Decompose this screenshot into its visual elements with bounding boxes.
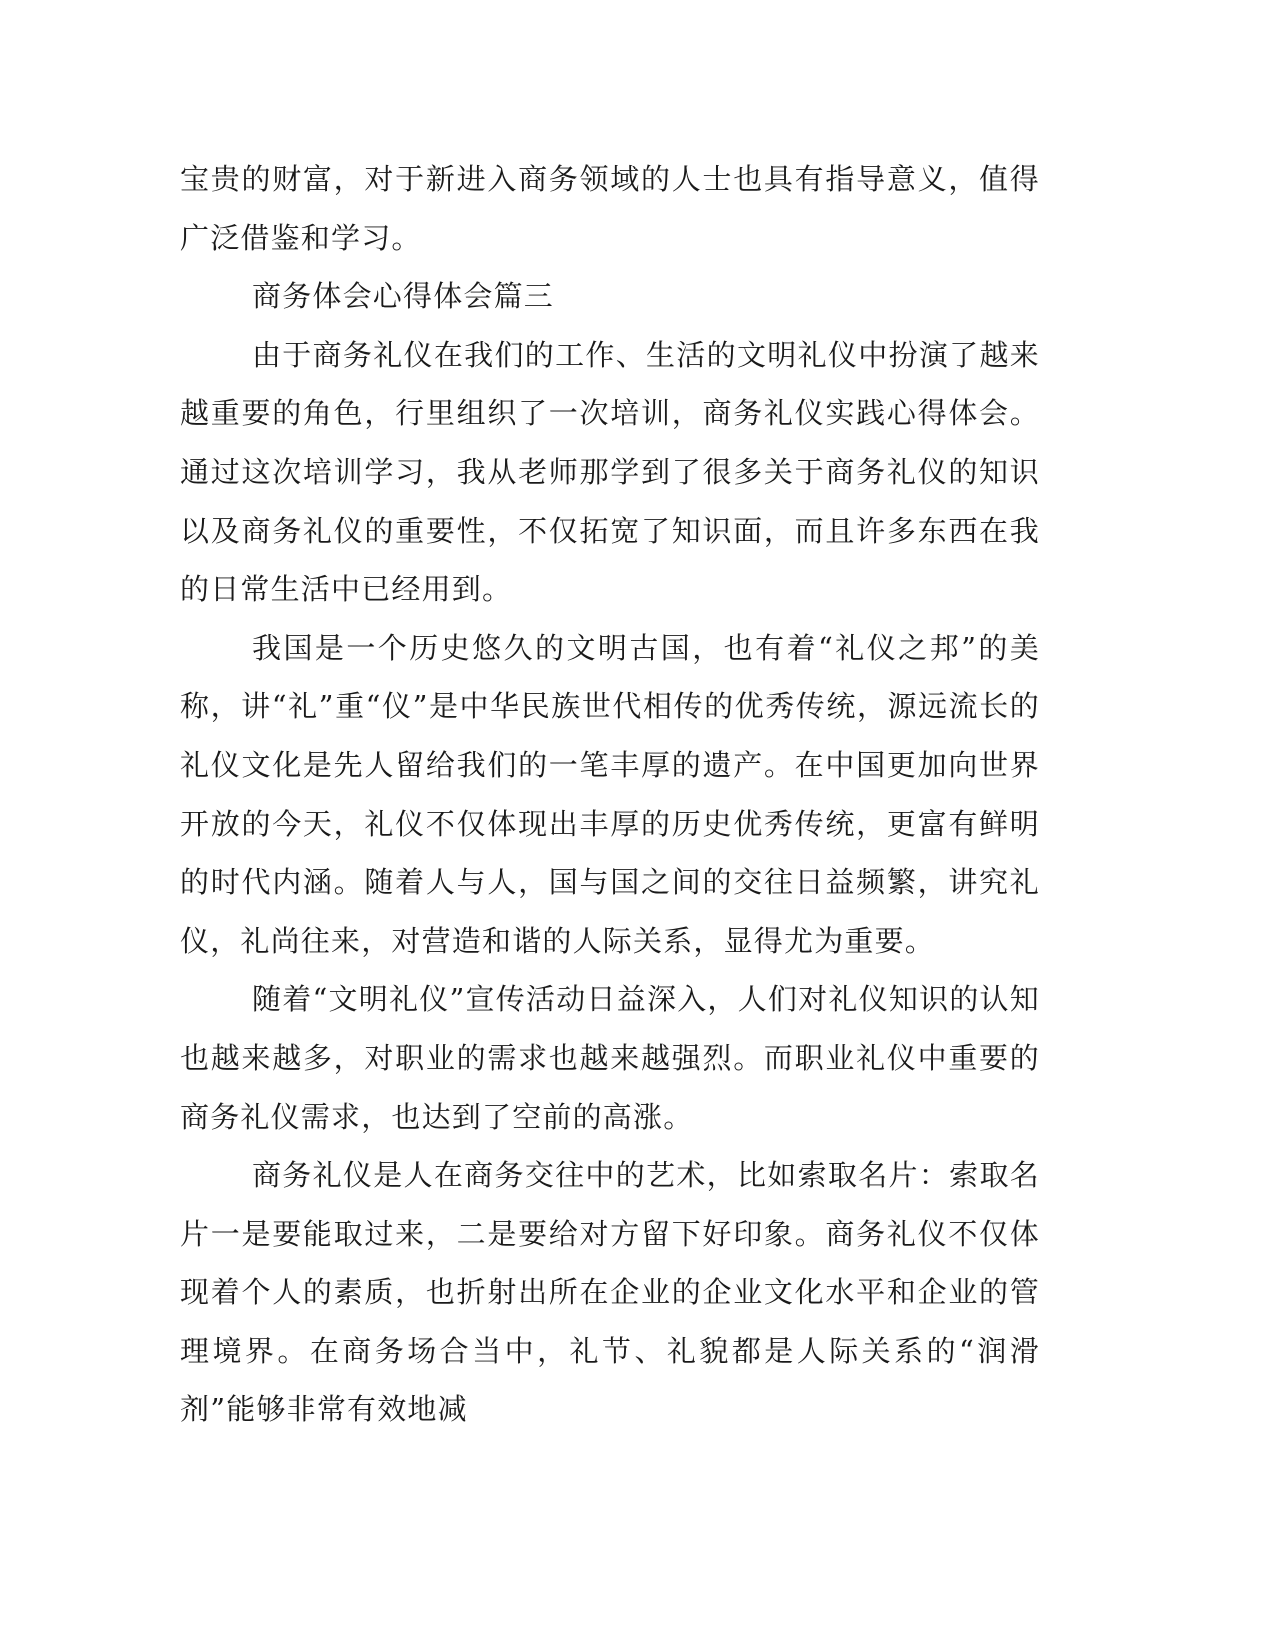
continuation-paragraph: 宝贵的财富，对于新进入商务领域的人士也具有指导意义，值得广泛借鉴和学习。 — [180, 162, 1040, 255]
body-paragraph-2: 我国是一个历史悠久的文明古国，也有着“礼仪之邦”的美称，讲“礼”重“仪”是中华民族世代相传的优秀传统，源远流长的礼仪文化是先人留给我们的一笔丰厚的遗产。在中国更加向世界开放的今天，礼仪不仅体现出丰厚的历史优秀传统，更富有鲜明的时代内涵。随着人与人，国与国之间的交往日益频繁，讲究礼仪，礼尚往来，对营造和谐的人际关系，显得尤为重要。 — [180, 630, 1040, 958]
section-title: 商务体会心得体会篇三 — [252, 279, 555, 314]
body-paragraph-4: 商务礼仪是人在商务交往中的艺术，比如索取名片：索取名片一是要能取过来，二是要给对方留下好印象。商务礼仪不仅体现着个人的素质，也折射出所在企业的企业文化水平和企业的管理境界。在商务场合当中，礼节、礼貌都是人际关系的“润滑剂”能够非常有效地减 — [180, 1158, 1040, 1427]
document-page — [180, 150, 1040, 1439]
body-paragraph-3: 随着“文明礼仪”宣传活动日益深入，人们对礼仪知识的认知也越来越多，对职业的需求也越来越强烈。而职业礼仪中重要的商务礼仪需求，也达到了空前的高涨。 — [180, 982, 1040, 1134]
body-paragraph-1: 由于商务礼仪在我们的工作、生活的文明礼仪中扮演了越来越重要的角色，行里组织了一次培训，商务礼仪实践心得体会。通过这次培训学习，我从老师那学到了很多关于商务礼仪的知识以及商务礼仪的重要性，不仅拓宽了知识面，而且许多东西在我的日常生活中已经用到。 — [180, 337, 1040, 607]
